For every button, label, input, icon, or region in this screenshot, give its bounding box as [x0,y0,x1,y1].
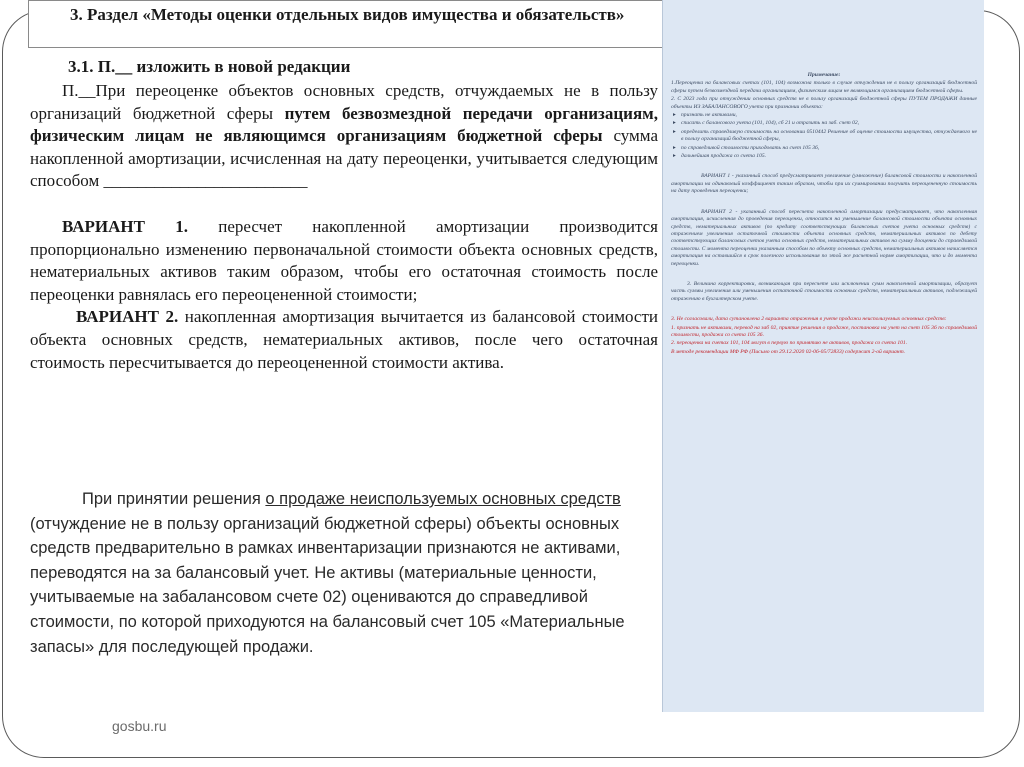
paragraph-revaluation [30,80,658,193]
notes-heading: Примечание: [807,72,841,78]
note-bullet-4: ▸ по справедливой стоимости приходовать на счет 105 36, [671,145,977,152]
variant-1-text: пересчет накопленной амортизации производится пропорционально изменению первоначальной стоимости объекта основных средств, нематериальных активов таким образом, чтобы его остаточная стоимость после переоценки равнялась его переоцененной стоимости; [30,216,658,304]
revaluation-text-c: сумма накопленной амортизации, исчисленная на дату переоценки, учитывается следующим способом ________________________ [30,126,658,191]
sale-text-c: (отчуждение не в пользу организаций бюджетной сферы) объекты основных средств предварительно в рамках инвентаризации признаются не активами, переводятся на за балансовый учет. Не активы (материальные ценности, учитываемые на забалансовом счете 02) оцениваются до справедливой стоимости, по которой приходуются на балансовый счет 105 «Материальные запасы» для последующей продажи. [30,514,625,656]
spacer [671,269,977,281]
paragraph-sale [30,487,628,659]
notes-content [671,72,977,357]
note-3: 3. Величина корректировки, возникающая при пересчете или исключении сумм накопленной амортизации, образует часть суммы увеличения или уменьшения остаточной стоимости основных средств, нематериальных активов, подлежащей отражению в бухгалтерском учете. [671,280,977,302]
revaluation-text-a: П.__При переоценке объектов основных средств, отчуждаемых не в пользу организаций бюджетной сферы [30,81,658,123]
paragraph-variant-1 [30,216,658,306]
note-red-3: 2. переоценка на счетах 101, 104 могут в первую по принятию не активов, продажа со счета 101. [671,340,908,347]
section-title: 3. Раздел «Методы оценки отдельных видов имущества и обязательств» [70,5,625,24]
spacer [30,193,658,216]
spacer [671,304,977,316]
main-text [30,80,658,374]
footer-site: gosbu.ru [112,718,167,734]
note-1: 1.Переоценка на балансовых счетах (101, 104) возможна только в случае отчуждения не в пользу организаций бюджетной сферы путем безвозмездной передачи организациям, физическим лицам не являющимся организациям бюджетной сферы. [671,80,977,94]
note-bullet-5: ▸ дальнейшая продажа со счета 105. [671,153,977,160]
paragraph-variant-2 [30,306,658,374]
sale-text-a: При принятии решения [82,490,266,508]
note-2: 2. С 2023 года при отчуждении основных средств не в пользу организаций бюджетной сферы ПУТЕМ ПРОДАЖИ данные объекты ИЗ ЗАБАЛАНСОВОГО учета при признании объекта: [671,96,977,110]
sale-text-underlined: о продаже неиспользуемых основных средств [265,490,621,508]
variant-2-label: ВАРИАНТ 2. [76,307,179,327]
note-bullet-3: ▸ определить справедливую стоимость на основании 0510442 Решение об оценке стоимости имущества, отчуждаемого не в пользу организаций бюджетной сферы, [671,129,977,144]
variant-1-label: ВАРИАНТ 1. [62,216,188,236]
spacer [671,197,977,209]
spacer [671,161,977,173]
note-red-4: В методе рекомендации МФ РФ (Письмо от 29.12.2020 02-06-05/72833) содержит 2-ой вариант. [671,348,906,355]
subsection-title: 3.1. П.__ изложить в новой редакции [68,57,351,76]
note-variant-2: ВАРИАНТ 2 - указанный способ пересчета накопленной амортизации предусматривает, что накопленная амортизация, исчисленная до проведения переоценки, относится на уменьшение балансовой стоимости объекта основных средств, нематериальных активов (по кредиту соответствующих балансовых счетов учета основных средств) с отражением увеличения остаточной стоимости объекта основных средств, нематериальных активов по дебету соответствующих балансовых счетов учета основных средств, нематериальных активов на сумму дооценки до справедливой стоимости. С момента переоценки указанным способом по объекту основных средств, нематериальных активов начисляется амортизация на оставшийся в срок полезного использования по этой же расчетной норме амортизации, что и до момента переоценки. [671,208,977,267]
notes-panel [662,0,984,712]
note-variant-1: ВАРИАНТ 1 - указанный способ предусматривает увеличение (умножение) балансовой стоимости и накопленной амортизации на одинаковый коэффициент таким образом, чтобы при их суммировании получить переоцененную стоимость на дату проведения переоценки; [671,173,977,195]
revaluation-text-bold: путем безвозмездной передачи организациям, физическим лицам не являющимся организациям бюджетной сферы [30,103,658,146]
note-bullet-2: ▸ списать с балансового учета (101, 104), сб 21 и отразить на заб. счет 02, [671,120,977,127]
variant-2-text: накопленная амортизация вычитается из балансовой стоимости объекта основных средств, нематериальных активов, после чего остаточная стоимость пересчитывается до переоцененной стоимости актива. [30,307,658,372]
note-red-2: 1. признать не активами, перевод на заб 02, приятие решения о продаже, постановка на учет на счет 105 36 по справедливой стоимости, продажа со счета 105 36. [671,324,977,338]
note-bullet-1: ▸ признать не активами, [671,112,977,119]
note-red-1: 3. Не согласовали, дата сутановлена 2 варианта отражения в учете продажи неиспользуемых основных средств: [671,316,947,323]
